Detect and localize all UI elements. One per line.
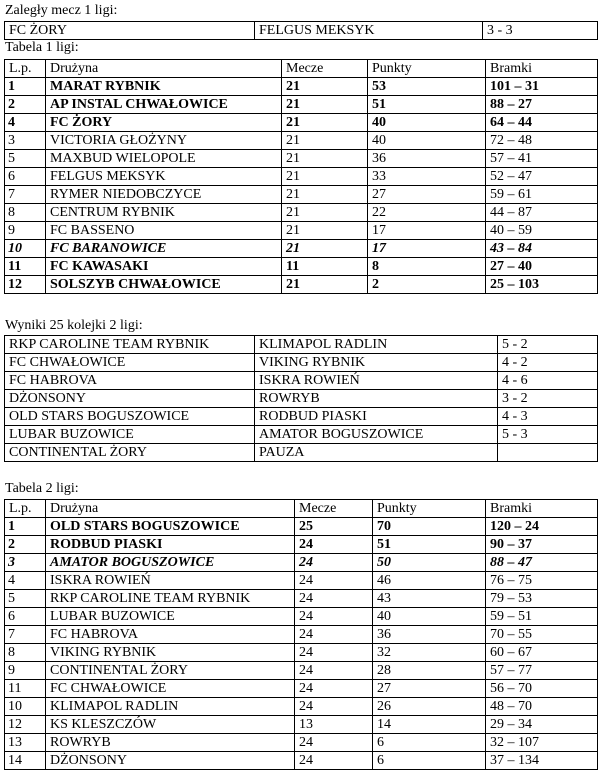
cell-matches: 21 [282,276,368,294]
away-team: FELGUS MEKSYK [255,22,483,40]
home-team: RKP CAROLINE TEAM RYBNIK [5,336,255,354]
cell-matches: 21 [282,204,368,222]
cell-matches: 24 [295,626,373,644]
cell-goals: 88 – 47 [486,554,598,572]
cell-points: 43 [373,590,486,608]
cell-team: KS KLESZCZÓW [46,716,295,734]
table-row [5,752,598,770]
table-row [5,608,598,626]
cell-team: DŻONSONY [46,752,295,770]
cell-matches: 21 [282,114,368,132]
league2-table [4,499,598,770]
match-score: 5 - 2 [498,336,598,354]
cell-points: 32 [373,644,486,662]
cell-position: 14 [5,752,46,770]
cell-matches: 24 [295,680,373,698]
home-team: FC HABROVA [5,372,255,390]
cell-goals: 76 – 75 [486,572,598,590]
cell-position: 5 [5,590,46,608]
result-row [5,444,598,462]
header-points: Punkty [373,500,486,518]
table-row [5,662,598,680]
missed-match-table [4,21,598,40]
cell-points: 53 [368,78,486,96]
cell-points: 70 [373,518,486,536]
cell-team: CONTINENTAL ŻORY [46,662,295,680]
cell-matches: 24 [295,698,373,716]
table-row [5,186,598,204]
table-row [5,258,598,276]
header-team: Drużyna [46,500,295,518]
table-row [5,572,598,590]
match-score: 4 - 3 [498,408,598,426]
cell-points: 17 [368,222,486,240]
cell-position: 11 [5,680,46,698]
cell-points: 27 [373,680,486,698]
cell-team: FC KAWASAKI [46,258,282,276]
cell-team: ROWRYB [46,734,295,752]
cell-position: 2 [5,96,46,114]
missed-match-caption: Zaległy mecz 1 ligi: [5,3,118,18]
cell-position: 6 [5,608,46,626]
cell-team: MAXBUD WIELOPOLE [46,150,282,168]
cell-goals: 60 – 67 [486,644,598,662]
cell-points: 46 [373,572,486,590]
cell-points: 6 [373,734,486,752]
cell-position: 3 [5,554,46,572]
cell-goals: 43 – 84 [486,240,598,258]
cell-position: 12 [5,716,46,734]
cell-matches: 21 [282,240,368,258]
match-score: 3 - 3 [483,22,598,40]
cell-matches: 21 [282,96,368,114]
table-row [5,150,598,168]
cell-matches: 21 [282,186,368,204]
cell-team: RKP CAROLINE TEAM RYBNIK [46,590,295,608]
cell-points: 27 [368,186,486,204]
table-row [5,240,598,258]
cell-position: 8 [5,644,46,662]
cell-points: 36 [373,626,486,644]
header-points: Punkty [368,60,486,78]
cell-position: 1 [5,518,46,536]
table-row [5,518,598,536]
match-score: 3 - 2 [498,390,598,408]
cell-position: 3 [5,132,46,150]
cell-points: 40 [373,608,486,626]
cell-position: 1 [5,78,46,96]
cell-goals: 52 – 47 [486,168,598,186]
results-caption: Wyniki 25 kolejki 2 ligi: [5,318,143,333]
cell-matches: 21 [282,222,368,240]
table-row [5,644,598,662]
cell-matches: 21 [282,150,368,168]
cell-team: OLD STARS BOGUSZOWICE [46,518,295,536]
cell-team: KLIMAPOL RADLIN [46,698,295,716]
cell-goals: 40 – 59 [486,222,598,240]
cell-matches: 24 [295,590,373,608]
cell-position: 9 [5,222,46,240]
cell-matches: 25 [295,518,373,536]
cell-matches: 24 [295,662,373,680]
cell-goals: 59 – 51 [486,608,598,626]
cell-goals: 57 – 41 [486,150,598,168]
cell-matches: 21 [282,132,368,150]
table-row [5,626,598,644]
cell-team: RYMER NIEDOBCZYCE [46,186,282,204]
cell-points: 8 [368,258,486,276]
cell-position: 10 [5,698,46,716]
match-score: 4 - 6 [498,372,598,390]
match-score [498,444,598,462]
cell-position: 4 [5,572,46,590]
cell-position: 10 [5,240,46,258]
result-row [5,354,598,372]
cell-goals: 64 – 44 [486,114,598,132]
cell-goals: 72 – 48 [486,132,598,150]
cell-points: 33 [368,168,486,186]
table-row [5,168,598,186]
cell-team: FC ŻORY [46,114,282,132]
cell-matches: 24 [295,644,373,662]
cell-matches: 24 [295,734,373,752]
cell-points: 22 [368,204,486,222]
table-row [5,222,598,240]
cell-team: MARAT RYBNIK [46,78,282,96]
cell-points: 36 [368,150,486,168]
table-row [5,114,598,132]
cell-team: RODBUD PIASKI [46,536,295,554]
table-row [5,734,598,752]
cell-goals: 88 – 27 [486,96,598,114]
cell-goals: 48 – 70 [486,698,598,716]
result-row [5,336,598,354]
league1-caption: Tabela 1 ligi: [5,40,79,55]
result-row [5,390,598,408]
cell-team: AP INSTAL CHWAŁOWICE [46,96,282,114]
cell-goals: 56 – 70 [486,680,598,698]
cell-team: FC BASSENO [46,222,282,240]
cell-points: 50 [373,554,486,572]
cell-goals: 79 – 53 [486,590,598,608]
cell-points: 2 [368,276,486,294]
cell-goals: 90 – 37 [486,536,598,554]
table-row [5,96,598,114]
away-team: ISKRA ROWIEŃ [255,372,498,390]
cell-points: 17 [368,240,486,258]
away-team: VIKING RYBNIK [255,354,498,372]
away-team: ROWRYB [255,390,498,408]
cell-points: 6 [373,752,486,770]
header-team: Drużyna [46,60,282,78]
cell-goals: 37 – 134 [486,752,598,770]
league2-caption: Tabela 2 ligi: [5,481,79,496]
cell-team: LUBAR BUZOWICE [46,608,295,626]
cell-position: 9 [5,662,46,680]
result-row [5,408,598,426]
cell-team: AMATOR BOGUSZOWICE [46,554,295,572]
cell-team: SOLSZYB CHWAŁOWICE [46,276,282,294]
table-row [5,698,598,716]
cell-goals: 101 – 31 [486,78,598,96]
cell-points: 40 [368,132,486,150]
cell-points: 28 [373,662,486,680]
cell-points: 26 [373,698,486,716]
result-row [5,372,598,390]
cell-position: 7 [5,186,46,204]
table-row [5,132,598,150]
away-team: AMATOR BOGUSZOWICE [255,426,498,444]
cell-goals: 57 – 77 [486,662,598,680]
results-table [4,335,598,462]
cell-position: 13 [5,734,46,752]
cell-team: CENTRUM RYBNIK [46,204,282,222]
table-row [5,554,598,572]
cell-matches: 24 [295,752,373,770]
cell-matches: 11 [282,258,368,276]
header-goals: Bramki [486,60,598,78]
cell-goals: 27 – 40 [486,258,598,276]
cell-position: 5 [5,150,46,168]
table-row [5,204,598,222]
cell-position: 12 [5,276,46,294]
cell-points: 51 [373,536,486,554]
home-team: OLD STARS BOGUSZOWICE [5,408,255,426]
table-row [5,590,598,608]
home-team: DŻONSONY [5,390,255,408]
table-row [5,680,598,698]
cell-position: 8 [5,204,46,222]
cell-goals: 44 – 87 [486,204,598,222]
cell-matches: 21 [282,168,368,186]
cell-goals: 25 – 103 [486,276,598,294]
header-position: L.p. [5,500,46,518]
match-score: 5 - 3 [498,426,598,444]
cell-goals: 32 – 107 [486,734,598,752]
cell-matches: 21 [282,78,368,96]
cell-matches: 24 [295,536,373,554]
table-row [5,716,598,734]
cell-position: 2 [5,536,46,554]
cell-position: 11 [5,258,46,276]
cell-team: FELGUS MEKSYK [46,168,282,186]
away-team: PAUZA [255,444,498,462]
cell-team: FC HABROVA [46,626,295,644]
cell-points: 40 [368,114,486,132]
home-team: FC ŻORY [5,22,255,40]
cell-points: 51 [368,96,486,114]
table-row [5,276,598,294]
cell-goals: 70 – 55 [486,626,598,644]
home-team: CONTINENTAL ŻORY [5,444,255,462]
missed-match-row [5,22,598,40]
cell-matches: 13 [295,716,373,734]
away-team: RODBUD PIASKI [255,408,498,426]
league1-header-row [5,60,598,78]
header-matches: Mecze [282,60,368,78]
header-matches: Mecze [295,500,373,518]
cell-matches: 24 [295,572,373,590]
cell-points: 14 [373,716,486,734]
header-position: L.p. [5,60,46,78]
home-team: FC CHWAŁOWICE [5,354,255,372]
header-goals: Bramki [486,500,598,518]
table-row [5,78,598,96]
cell-team: FC BARANOWICE [46,240,282,258]
away-team: KLIMAPOL RADLIN [255,336,498,354]
match-score: 4 - 2 [498,354,598,372]
league2-header-row [5,500,598,518]
cell-matches: 24 [295,554,373,572]
league1-table [4,59,598,294]
home-team: LUBAR BUZOWICE [5,426,255,444]
cell-goals: 120 – 24 [486,518,598,536]
cell-team: ISKRA ROWIEŃ [46,572,295,590]
result-row [5,426,598,444]
cell-team: VICTORIA GŁOŻYNY [46,132,282,150]
cell-position: 4 [5,114,46,132]
cell-goals: 29 – 34 [486,716,598,734]
cell-goals: 59 – 61 [486,186,598,204]
cell-matches: 24 [295,608,373,626]
cell-position: 7 [5,626,46,644]
cell-team: FC CHWAŁOWICE [46,680,295,698]
table-row [5,536,598,554]
cell-position: 6 [5,168,46,186]
cell-team: VIKING RYBNIK [46,644,295,662]
